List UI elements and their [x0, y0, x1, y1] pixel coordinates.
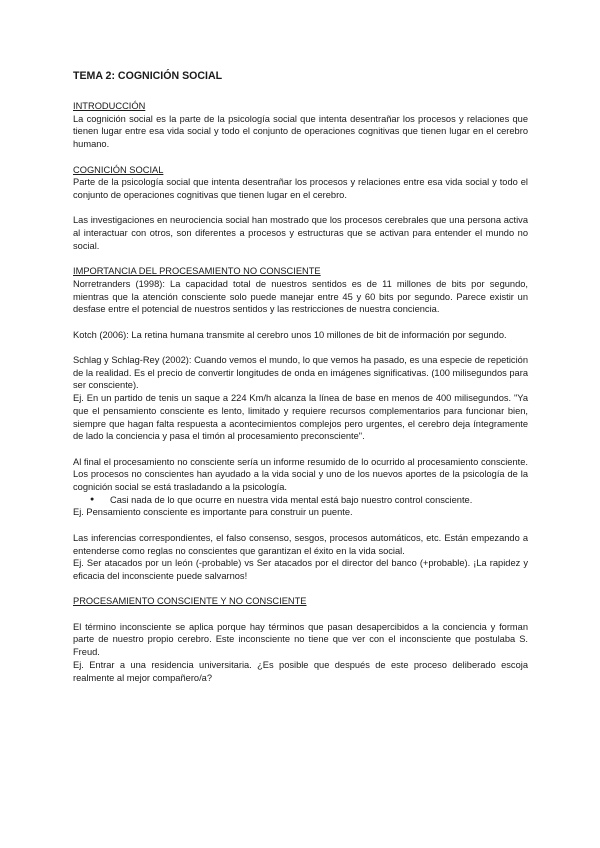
paragraph: Kotch (2006): La retina humana transmite al cerebro unos 10 millones de bit de información por segundo.: [73, 329, 507, 340]
section-heading: INTRODUCCIÓN: [73, 101, 146, 111]
section-importancia: [73, 265, 528, 583]
document-title: TEMA 2: COGNICIÓN SOCIAL: [73, 70, 223, 82]
bullet-list: [73, 494, 528, 507]
paragraph: Las investigaciones en neurociencia social han mostrado que los procesos cerebrales que una persona activa al interactuar con otros, son diferentes a procesos y estructuras que se activan para entender el mundo no social.: [73, 215, 528, 251]
section-introduccion: [73, 100, 528, 151]
document-page: [73, 70, 528, 684]
paragraph: La cognición social es la parte de la psicología social que intenta desentrañar los procesos y relaciones que tienen lugar entre esa vida social y todo el conjunto de operaciones cognitivas que tienen lugar en el cerebro humano.: [73, 113, 528, 150]
paragraph: Parte de la psicología social que intenta desentrañar los procesos y relaciones entre esa vida social y todo el conjunto de operaciones cognitivas que tienen lugar en el cerebro.: [73, 177, 528, 200]
paragraph: Norretranders (1998): La capacidad total de nuestros sentidos es de 11 millones de bits por segundo, mientras que la atención consciente solo puede manejar entre 45 y 60 bits por segundo. Parece existir un desfase entre el potencial de nuestros sentidos y las restricciones de nuestra conciencia.: [73, 278, 528, 315]
paragraph: Al final el procesamiento no consciente sería un informe resumido de lo ocurrido al procesamiento consciente. Los procesos no conscientes han ayudado a la vida social y uno de los nuevos aportes de la psicología de la cognición social se está trasladando a la psicología.: [73, 456, 528, 492]
section-heading: PROCESAMIENTO CONSCIENTE Y NO CONSCIENTE: [73, 596, 307, 607]
paragraph: Las inferencias correspondientes, el falso consenso, sesgos, procesos automáticos, etc. Están empezando a entenderse como reglas no conscientes que garantizan el éxito en la vida social.: [73, 532, 528, 556]
section-heading: COGNICIÓN SOCIAL: [73, 164, 164, 175]
paragraph: Ej. Ser atacados por un león (-probable) vs Ser atacados por el director del banco (+probable). ¡La rapidez y eficacia del inconsciente puede salvarnos!: [73, 558, 528, 581]
paragraph: Ej. Entrar a una residencia universitaria. ¿Es posible que después de este proceso deliberado escoja realmente al mejor compañero/a?: [73, 659, 528, 683]
section-heading: IMPORTANCIA DEL PROCESAMIENTO NO CONSCIENTE: [73, 266, 321, 277]
paragraph: El término inconsciente se aplica porque hay términos que pasan desapercibidos a la conciencia y forman parte de nuestro propio cerebro. Este inconsciente no tiene que ver con el inconsciente que postulaba S. Freud.: [73, 621, 528, 658]
paragraph: Ej. En un partido de tenis un saque a 224 Km/h alcanza la línea de base en menos de 400 milisegundos. "Ya que el pensamiento consciente es lento, limitado y requiere recursos complementarios para funcionar bien, siempre que hagan falta respuesta a acontecimientos complejos pero urgentes, el cerebro deja íntegramente de lado la conciencia y pasa el timón al procesamiento preconsciente".: [73, 393, 528, 442]
paragraph: Schlag y Schlag-Rey (2002): Cuando vemos el mundo, lo que vemos ha pasado, es una especie de repetición de la realidad. Es el precio de convertir longitudes de onda en imágenes significativas. (100 milisegundos para ser consciente).: [73, 354, 528, 391]
section-cognicion-social: [73, 164, 528, 253]
section-procesamiento: [73, 595, 528, 684]
paragraph: Ej. Pensamiento consciente es importante para construir un puente.: [73, 507, 353, 518]
list-item: ● Casi nada de lo que ocurre en nuestra vida mental está bajo nuestro control consciente.: [90, 494, 528, 507]
